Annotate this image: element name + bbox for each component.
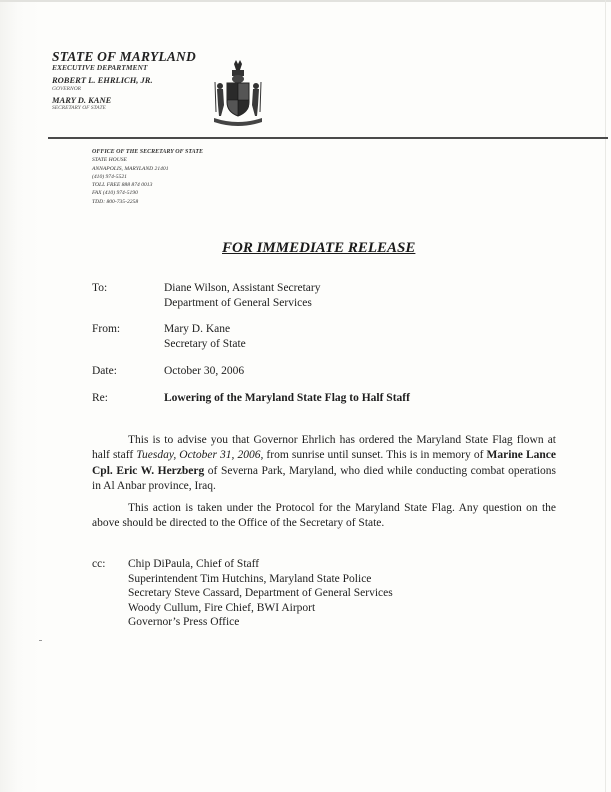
office-title: OFFICE OF THE SECRETARY OF STATE	[92, 149, 203, 155]
date-label: Date:	[92, 365, 117, 377]
office-address-block	[92, 148, 203, 206]
re-label: Re:	[92, 392, 108, 404]
office-line: TDD: 800-735-2258	[92, 198, 139, 205]
to-department: Department of General Services	[164, 297, 312, 309]
from-label: From:	[92, 323, 121, 335]
letterhead-governor-title: GOVERNOR	[52, 86, 82, 92]
state-seal-icon	[208, 60, 268, 130]
letterhead-department: EXECUTIVE DEPARTMENT	[52, 63, 148, 72]
to-name: Diane Wilson, Assistant Secretary	[164, 282, 321, 294]
office-line: TOLL FREE 888 874 0013	[92, 182, 153, 189]
cc-recipient: Secretary Steve Cassard, Department of General Services	[128, 587, 393, 600]
letterhead-governor-name: ROBERT L. EHRLICH, JR.	[52, 75, 153, 85]
scan-top-edge	[0, 0, 611, 2]
to-label: To:	[92, 282, 108, 294]
release-title: FOR IMMEDIATE RELEASE	[222, 240, 416, 256]
p2-text: This action is taken under the Protocol for the Maryland State Flag. Any question on the above should be directed to the Office of the Secretary of State.	[92, 502, 556, 530]
p1-text-c: of Severna Park, Maryland, who died while conducting combat operations in Al Anbar province, Iraq.	[92, 464, 556, 492]
scan-speck	[39, 640, 42, 641]
cc-recipient: Chip DiPaula, Chief of Staff	[128, 558, 260, 570]
cc-list	[128, 557, 393, 630]
from-name: Mary D. Kane	[164, 323, 231, 335]
letterhead-rule	[48, 137, 608, 139]
p1-honoree: Marine Lance Cpl. Eric W. Herzberg	[92, 449, 557, 477]
scan-right-edge	[605, 0, 606, 792]
cc-label: cc:	[92, 558, 106, 570]
body-paragraph-1	[92, 433, 556, 494]
from-title: Secretary of State	[164, 338, 246, 350]
p1-text-b: from sunrise until sunset. This is in memory of	[263, 449, 487, 462]
cc-recipient: Governor’s Press Office	[128, 616, 240, 629]
body-paragraph-2	[92, 501, 556, 532]
p1-text-a: This is to advise you that Governor Ehrlich has ordered the Maryland State Flag flown at half staff	[92, 434, 556, 462]
office-line: FAX (410) 974-5190	[92, 190, 138, 197]
office-line: STATE HOUSE	[92, 157, 127, 164]
cc-recipient: Superintendent Tim Hutchins, Maryland State Police	[128, 572, 372, 585]
letterhead-state: STATE OF MARYLAND	[52, 49, 196, 64]
date-value: October 30, 2006	[164, 365, 245, 377]
re-subject: Lowering of the Maryland State Flag to Half Staff	[164, 392, 410, 404]
letterhead-secretary-title: SECRETARY OF STATE	[52, 105, 106, 111]
p1-date: Tuesday, October 31, 2006,	[136, 449, 264, 462]
cc-recipient: Woody Cullum, Fire Chief, BWI Airport	[128, 601, 316, 614]
letterhead-secretary-name: MARY D. KANE	[52, 95, 112, 105]
office-line: ANNAPOLIS, MARYLAND 21401	[92, 165, 169, 172]
office-line: (410) 974-5521	[92, 173, 127, 180]
